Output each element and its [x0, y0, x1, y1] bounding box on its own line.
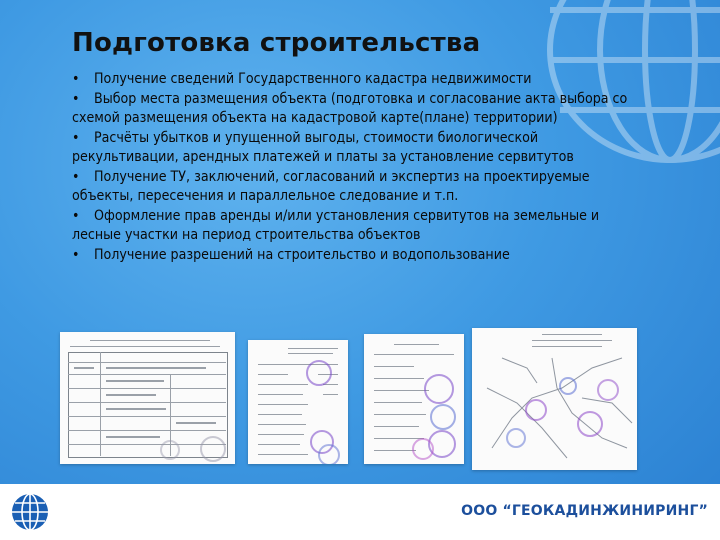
document-thumbnail-list: [364, 334, 464, 464]
document-thumbnail-act: [248, 340, 348, 464]
map-scheme-lines: [472, 328, 637, 470]
bullet-text: Оформление прав аренды и/или установления сервитутов на земельные и лесные участки на период строительства объектов: [72, 207, 600, 243]
company-name: ООО “ГЕОКАДИНЖИНИРИНГ”: [461, 503, 708, 519]
bullet-item: [72, 207, 632, 246]
bullet-marker: •: [72, 90, 80, 107]
bullet-item: [72, 90, 632, 129]
bullet-marker: •: [72, 129, 80, 146]
bullet-item: [72, 129, 632, 168]
bullet-item: [72, 70, 632, 90]
bullet-text: Получение сведений Государственного кадастра недвижимости: [94, 71, 532, 87]
globe-logo-icon: [10, 490, 50, 534]
document-thumbnail-form-table: [60, 332, 235, 464]
bullet-marker: •: [72, 207, 80, 224]
document-thumbnail-map: [472, 328, 637, 470]
slide-title: Подготовка строительства: [72, 28, 481, 58]
bullet-item: [72, 246, 632, 266]
bullet-text: Расчёты убытков и упущенной выгоды, стоимости биологической рекультивации, арендных платежей и платы за установление сервитутов: [72, 129, 574, 165]
bullet-marker: •: [72, 246, 80, 263]
bullet-marker: •: [72, 71, 80, 87]
bullet-item: [72, 168, 632, 207]
bullet-marker: •: [72, 168, 80, 185]
bullet-text: Получение ТУ, заключений, согласований и экспертиз на проектируемые объекты, пересечения и параллельное следование и т.п.: [72, 168, 590, 204]
bullet-text: Получение разрешений на строительство и водопользование: [94, 246, 510, 263]
bullet-text: Выбор места размещения объекта (подготовка и согласование акта выбора со схемой размещения объекта на кадастровой карте(плане) территории): [72, 90, 628, 126]
bullet-list: [72, 70, 632, 265]
